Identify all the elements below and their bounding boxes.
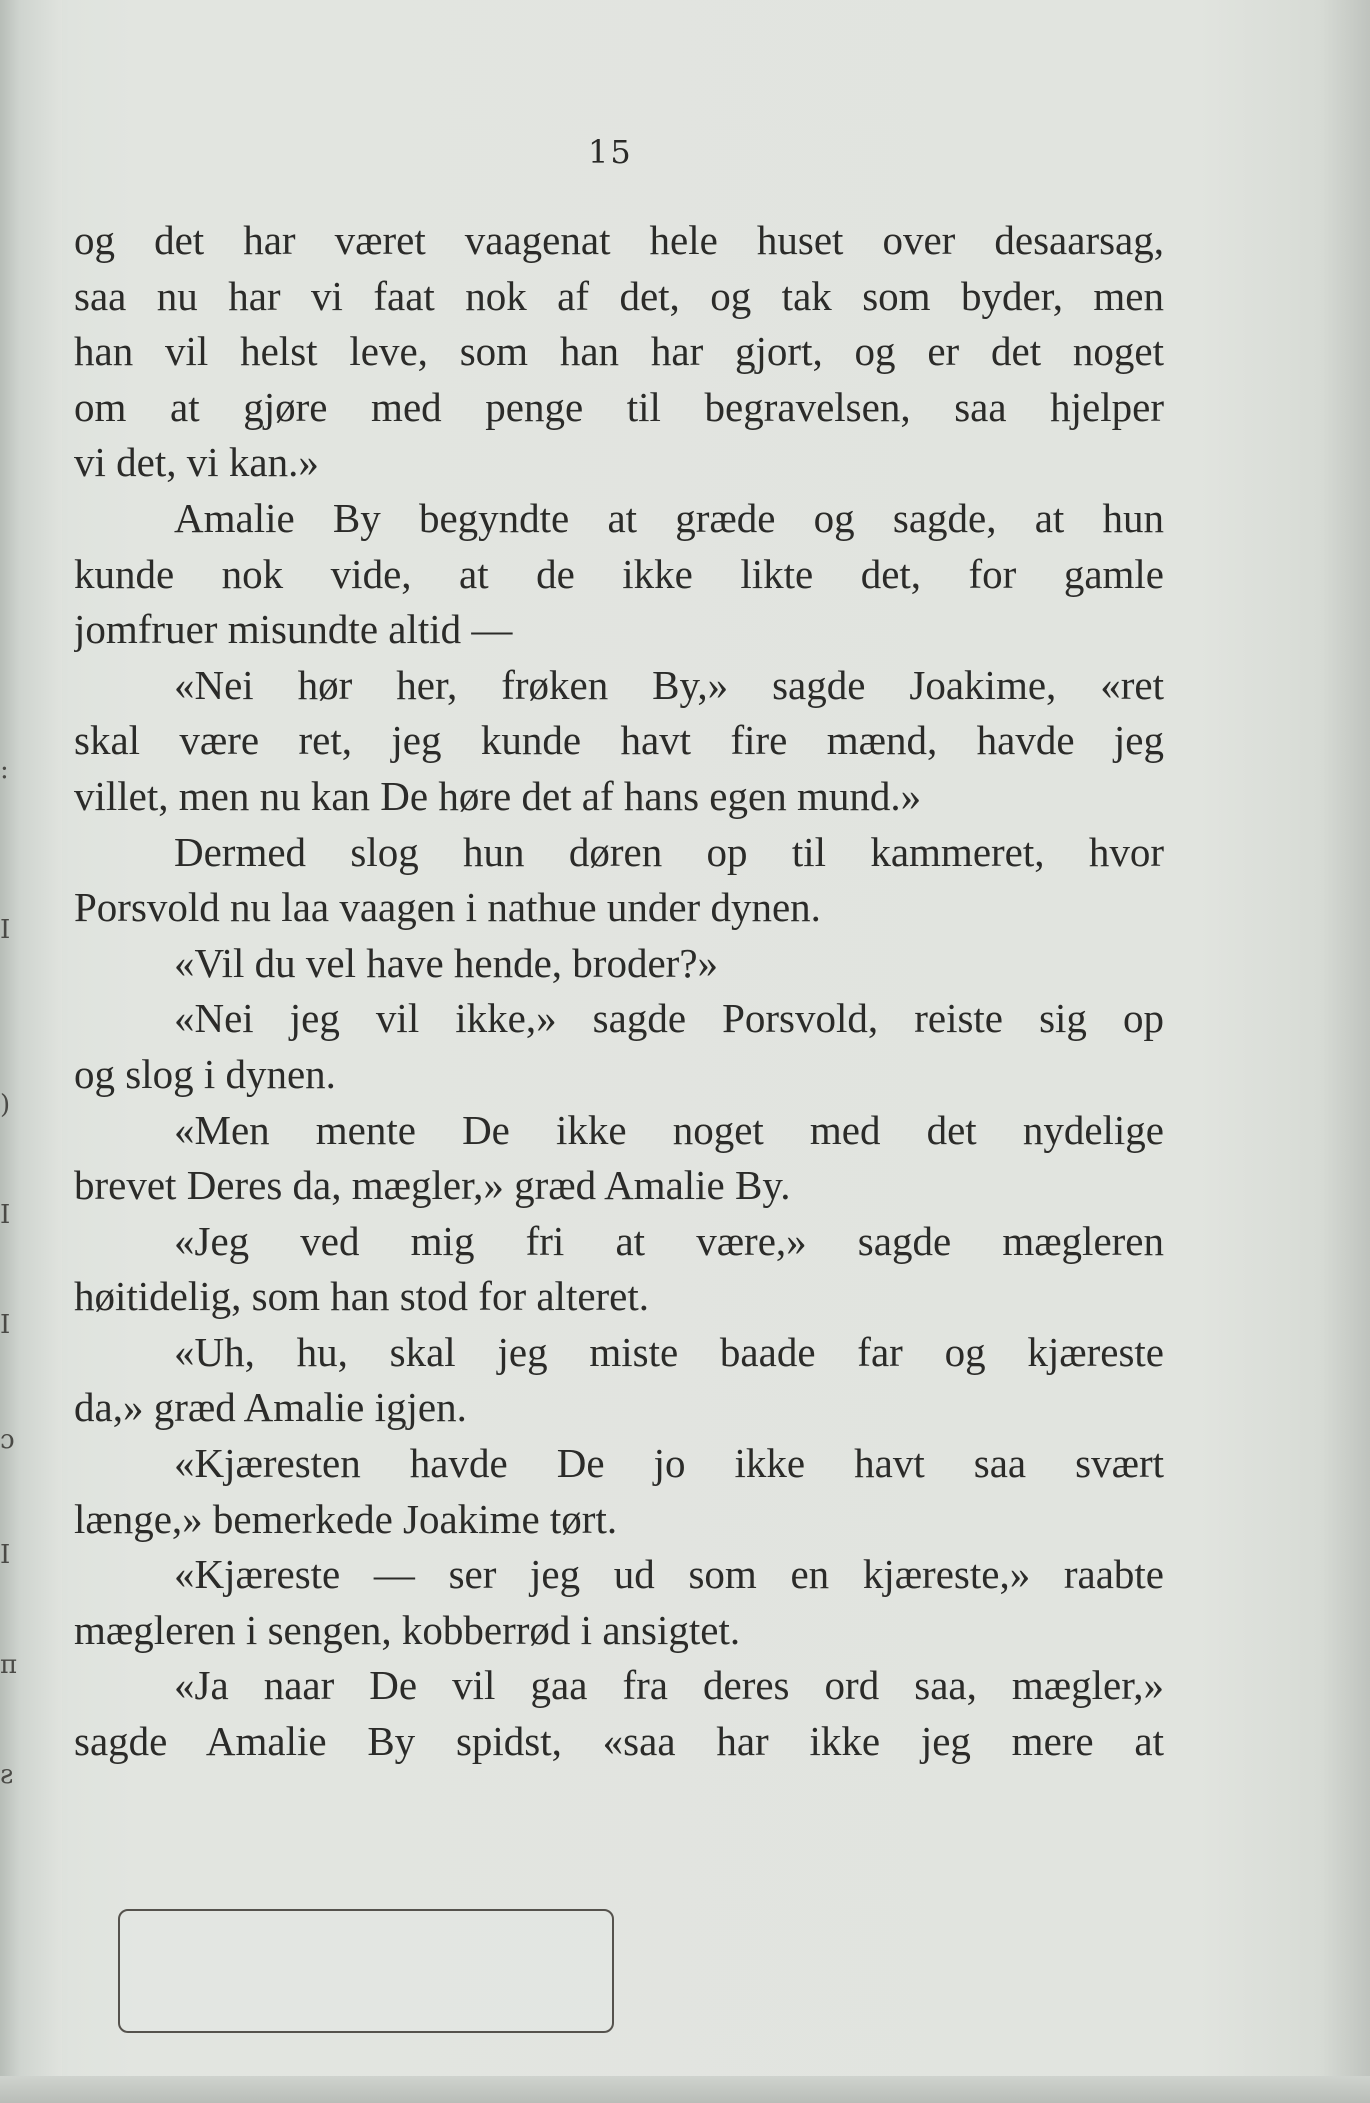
gutter-mark: : [0, 755, 9, 785]
gutter-mark: ɔ [0, 1425, 15, 1455]
text-line: kunde nok vide, at de ikke likte det, for gamle [74, 550, 1164, 597]
text-line: Porsvold nu laa vaagen i nathue under dynen. [74, 884, 821, 931]
page-number: 15 [588, 133, 633, 171]
gutter-mark: π [0, 1650, 18, 1680]
text-line: «Nei jeg vil ikke,» sagde Porsvold, reiste sig op [174, 995, 1164, 1042]
text-line: brevet Deres da, mægler,» græd Amalie By. [74, 1162, 791, 1209]
text-line: da,» græd Amalie igjen. [74, 1384, 467, 1431]
gutter-mark: I [0, 1540, 11, 1570]
text-line: han vil helst leve, som han har gjort, og er det noget [74, 328, 1164, 375]
gutter-mark: I [0, 1310, 11, 1340]
text-line: og det har været vaagenat hele huset over desaarsag, [74, 217, 1164, 263]
gutter-bleed-marks [0, 0, 40, 2103]
text-line: «Vil du vel have hende, broder?» [174, 939, 719, 986]
text-line: mægleren i sengen, kobberrød i ansigtet. [74, 1606, 741, 1653]
text-line: «Kjæreste — ser jeg ud som en kjæreste,» raabte [174, 1551, 1164, 1598]
text-line: «Jeg ved mig fri at være,» sagde mægleren [174, 1217, 1164, 1264]
text-line: høitidelig, som han stod for alteret. [74, 1273, 650, 1320]
gutter-mark: I [0, 1200, 11, 1230]
gutter-mark: ) [0, 1090, 11, 1120]
body-text [74, 213, 1164, 1770]
text-line: saa nu har vi faat nok af det, og tak som byder, men [74, 272, 1164, 319]
text-line: jomfruer misundte altid — [74, 606, 513, 653]
text-line: villet, men nu kan De høre det af hans egen mund.» [74, 772, 922, 819]
text-line: «Men mente De ikke noget med det nydelige [174, 1106, 1164, 1153]
gutter-mark: I [0, 915, 11, 945]
text-line: om at gjøre med penge til begravelsen, saa hjelper [74, 383, 1164, 430]
text-line: og slog i dynen. [74, 1050, 336, 1097]
text-line: sagde Amalie By spidst, «saa har ikke jeg mere at [74, 1718, 1164, 1765]
text-line: vi det, vi kan.» [74, 439, 319, 486]
text-line: Amalie By begyndte at græde og sagde, at hun [174, 494, 1164, 541]
text-line: «Kjæresten havde De jo ikke havt saa svært [174, 1440, 1164, 1487]
library-label [118, 1909, 614, 2033]
text-line: skal være ret, jeg kunde havt fire mænd, havde jeg [74, 717, 1164, 764]
text-line: «Nei hør her, frøken By,» sagde Joakime, «ret [174, 661, 1164, 708]
text-line: Dermed slog hun døren op til kammeret, hvor [174, 828, 1164, 875]
page-bottom-edge [0, 2076, 1370, 2103]
gutter-mark: ƨ [0, 1760, 14, 1790]
text-line: «Ja naar De vil gaa fra deres ord saa, mægler,» [174, 1662, 1164, 1709]
text-line: «Uh, hu, skal jeg miste baade far og kjæreste [174, 1328, 1164, 1375]
text-line: længe,» bemerkede Joakime tørt. [74, 1495, 618, 1542]
